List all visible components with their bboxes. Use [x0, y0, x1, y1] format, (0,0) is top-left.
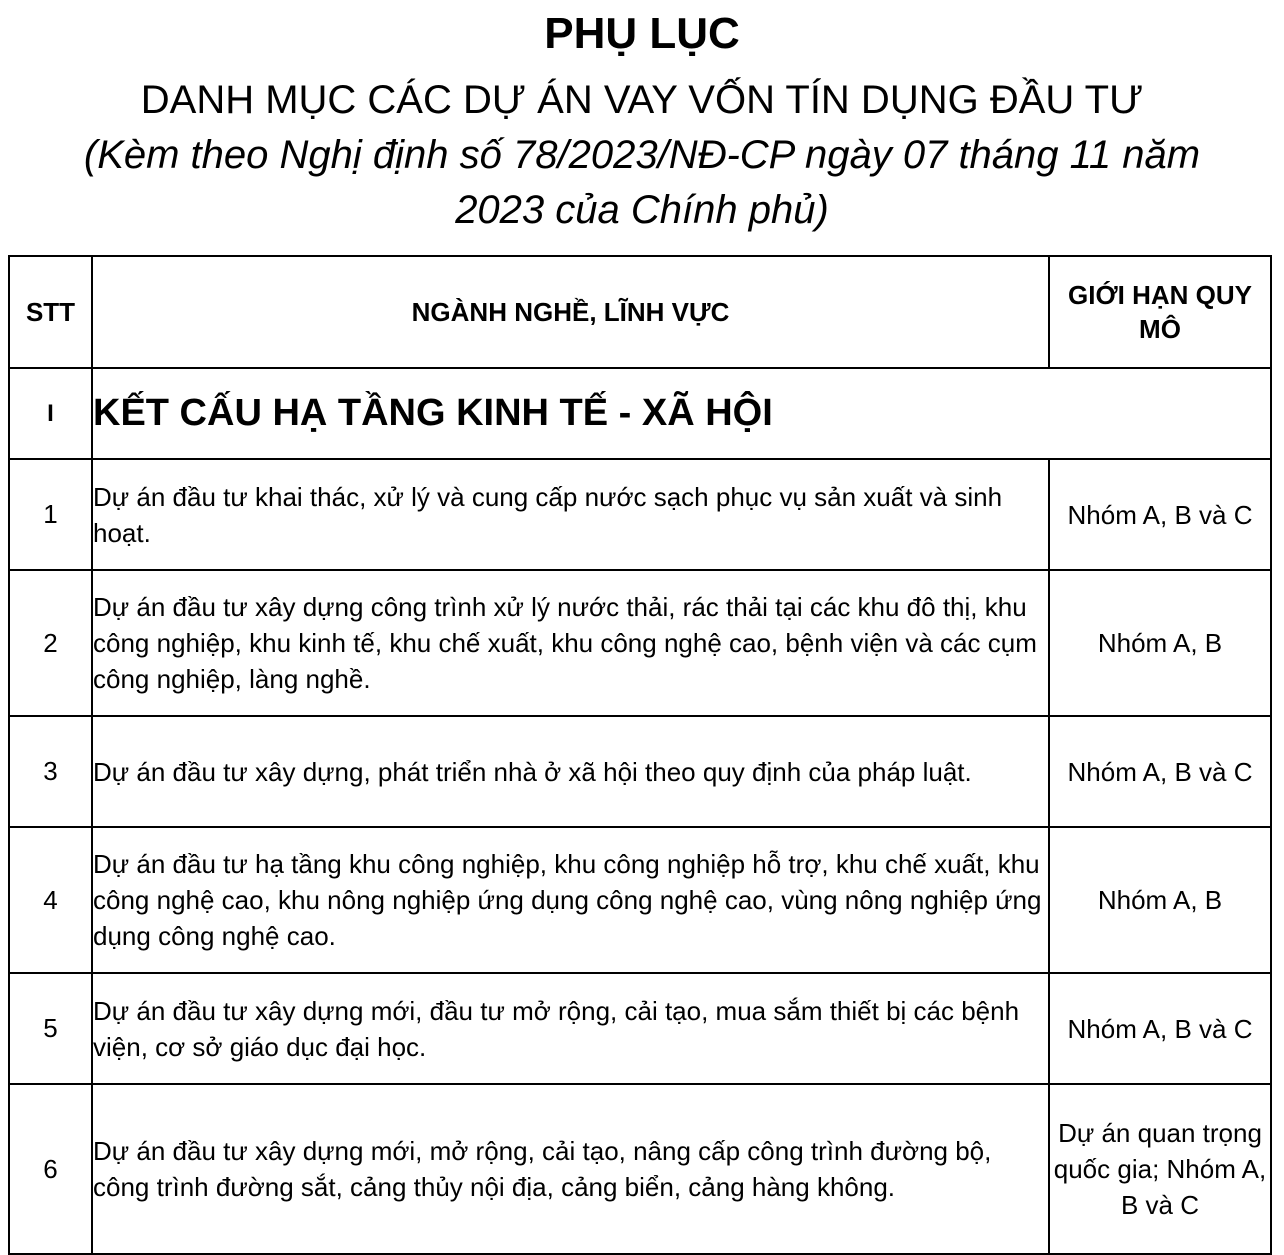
table-row: [9, 716, 1271, 827]
row-stt: 5: [9, 973, 92, 1084]
table-row: [9, 1084, 1271, 1254]
row-limit: Nhóm A, B: [1049, 570, 1271, 716]
row-field: Dự án đầu tư xây dựng mới, mở rộng, cải tạo, nâng cấp công trình đường bộ, công trình đường sắt, cảng thủy nội địa, cảng biển, cảng hàng không.: [92, 1084, 1049, 1254]
document-title: PHỤ LỤC: [544, 9, 740, 58]
row-limit: Nhóm A, B: [1049, 827, 1271, 973]
document-note: (Kèm theo Nghị định số 78/2023/NĐ-CP ngày 07 tháng 11 năm 2023 của Chính phủ): [83, 133, 1201, 232]
table-row: [9, 973, 1271, 1084]
row-field: Dự án đầu tư khai thác, xử lý và cung cấp nước sạch phục vụ sản xuất và sinh hoạt.: [92, 459, 1049, 570]
row-limit: Dự án quan trọng quốc gia; Nhóm A, B và C: [1049, 1084, 1271, 1254]
row-limit: Nhóm A, B và C: [1049, 716, 1271, 827]
section-title: KẾT CẤU HẠ TẦNG KINH TẾ - XÃ HỘI: [92, 368, 1271, 459]
row-stt: 1: [9, 459, 92, 570]
section-row: [9, 368, 1271, 459]
row-stt: 2: [9, 570, 92, 716]
row-limit: Nhóm A, B và C: [1049, 459, 1271, 570]
row-field: Dự án đầu tư hạ tầng khu công nghiệp, khu công nghiệp hỗ trợ, khu chế xuất, khu công nghệ cao, khu nông nghiệp ứng dụng công nghệ cao, vùng nông nghiệp ứng dụng công nghệ cao.: [92, 827, 1049, 973]
row-stt: 3: [9, 716, 92, 827]
project-list-table: [8, 255, 1272, 1255]
row-field: Dự án đầu tư xây dựng công trình xử lý nước thải, rác thải tại các khu đô thị, khu công nghiệp, khu kinh tế, khu chế xuất, khu công nghệ cao, bệnh viện và các cụm công nghiệp, làng nghề.: [92, 570, 1049, 716]
column-header-field: NGÀNH NGHỀ, LĨNH VỰC: [92, 256, 1049, 368]
table-row: [9, 827, 1271, 973]
row-field: Dự án đầu tư xây dựng, phát triển nhà ở xã hội theo quy định của pháp luật.: [92, 716, 1049, 827]
table-row: [9, 459, 1271, 570]
section-number: I: [9, 368, 92, 459]
table-row: [9, 570, 1271, 716]
table-header-row: [9, 256, 1271, 368]
document-subtitle: DANH MỤC CÁC DỰ ÁN VAY VỐN TÍN DỤNG ĐẦU TƯ: [140, 78, 1144, 122]
row-stt: 6: [9, 1084, 92, 1254]
row-field: Dự án đầu tư xây dựng mới, đầu tư mở rộng, cải tạo, mua sắm thiết bị các bệnh viện, cơ sở giáo dục đại học.: [92, 973, 1049, 1084]
row-stt: 4: [9, 827, 92, 973]
column-header-stt: STT: [9, 256, 92, 368]
column-header-limit: GIỚI HẠN QUY MÔ: [1049, 256, 1271, 368]
row-limit: Nhóm A, B và C: [1049, 973, 1271, 1084]
